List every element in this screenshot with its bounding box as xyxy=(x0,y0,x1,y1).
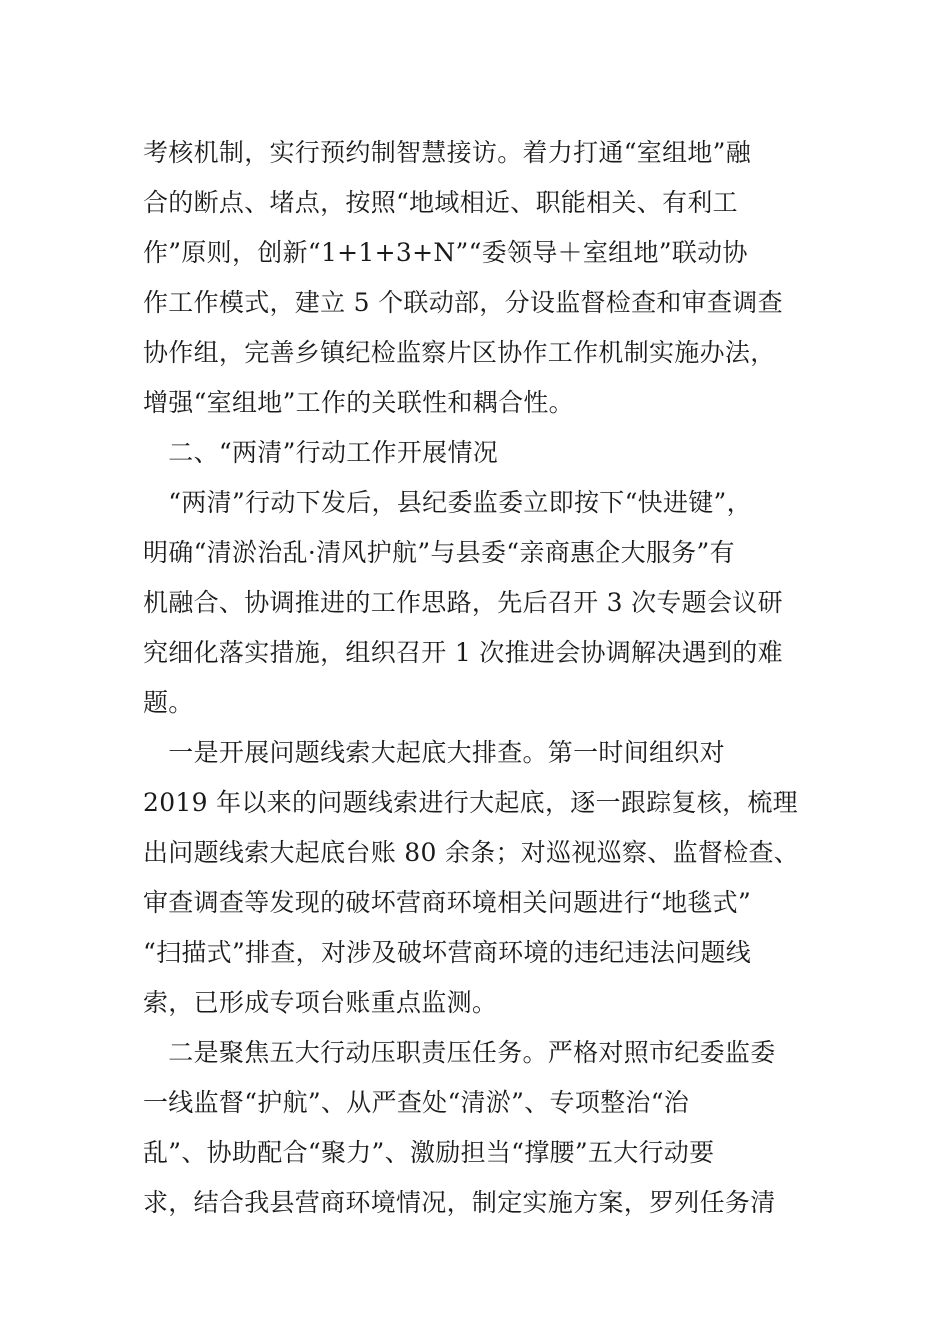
text-line: 2019 年以来的问题线索进行大起底，逐一跟踪复核，梳理 xyxy=(143,788,798,817)
text-line: “两清”行动下发后，县纪委监委立即按下“快进键”， xyxy=(143,488,752,517)
text-line: 考核机制，实行预约制智慧接访。着力打通“室组地”融 xyxy=(143,138,752,167)
text-line: “扫描式”排查，对涉及破坏营商环境的违纪违法问题线 xyxy=(143,938,752,967)
text-line: 协作组，完善乡镇纪检监察片区协作工作机制实施办法， xyxy=(143,338,776,367)
text-line: 求，结合我县营商环境情况，制定实施方案，罗列任务清 xyxy=(143,1188,776,1217)
text-line: 审查调查等发现的破坏营商环境相关问题进行“地毯式” xyxy=(143,888,752,917)
section-heading: 二、“两清”行动工作开展情况 xyxy=(143,438,499,467)
text-line: 二是聚焦五大行动压职责压任务。严格对照市纪委监委 xyxy=(143,1038,776,1067)
text-line: 一线监督“护航”、从严查处“清淤”、专项整治“治 xyxy=(143,1088,690,1117)
text-line: 出问题线索大起底台账 80 余条；对巡视巡察、监督检查、 xyxy=(143,838,800,867)
text-line: 究细化落实措施，组织召开 1 次推进会协调解决遇到的难 xyxy=(143,638,783,667)
text-line: 乱”、协助配合“聚力”、激励担当“撑腰”五大行动要 xyxy=(143,1138,715,1167)
text-line: 一是开展问题线索大起底大排查。第一时间组织对 xyxy=(143,738,725,767)
text-line: 题。 xyxy=(143,688,194,717)
text-line: 增强“室组地”工作的关联性和耦合性。 xyxy=(143,388,574,417)
text-line: 索，已形成专项台账重点监测。 xyxy=(143,988,498,1017)
text-line: 明确“清淤治乱·清风护航”与县委“亲商惠企大服务”有 xyxy=(143,538,735,567)
text-line: 合的断点、堵点，按照“地域相近、职能相关、有利工 xyxy=(143,188,738,217)
text-line: 作工作模式，建立 5 个联动部，分设监督检查和审查调查 xyxy=(143,288,783,317)
text-line: 机融合、协调推进的工作思路，先后召开 3 次专题会议研 xyxy=(143,588,783,617)
text-line: 作”原则，创新“1+1+3+N”“委领导＋室组地”联动协 xyxy=(143,238,748,267)
